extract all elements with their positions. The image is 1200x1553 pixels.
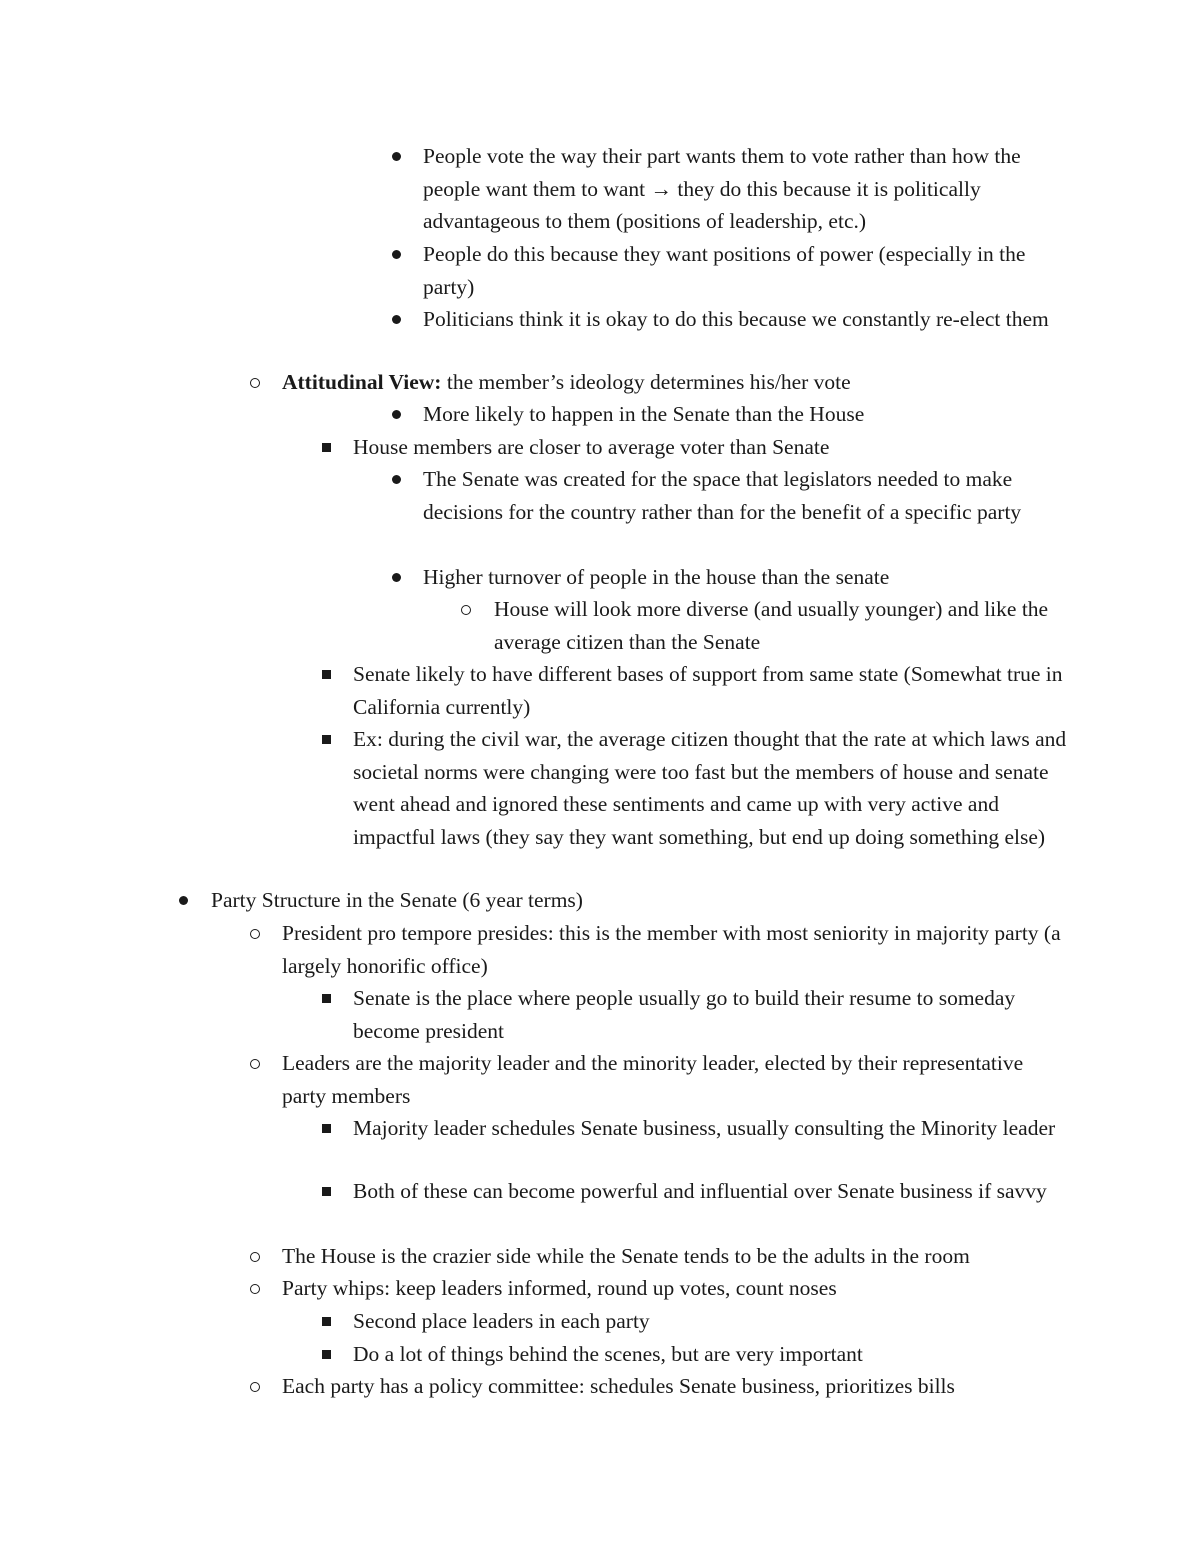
list-item-text: The House is the crazier side while the Senate tends to be the adults in the room <box>282 1244 970 1268</box>
list-item <box>316 658 1070 723</box>
list-item-text: Party Structure in the Senate (6 year terms) <box>211 888 583 912</box>
list-item-text: The Senate was created for the space that legislators needed to make decisions for the country rather than for the benefit of a specific party <box>423 467 1022 524</box>
bullet-square-icon <box>316 1338 336 1371</box>
list-item-text: Ex: during the civil war, the average citizen thought that the rate at which laws and societal norms were changing were too fast but the members of house and senate went ahead and ignored these sentiments and came up with very active and impactful laws (they say they want something, but end up doing something else) <box>353 727 1067 849</box>
list-item-text: Politicians think it is okay to do this because we constantly re-elect them <box>423 307 1049 331</box>
list-item <box>316 982 1070 1047</box>
list-item <box>316 1112 1070 1145</box>
list-item <box>388 463 1070 528</box>
bullet-circle-icon <box>245 1047 265 1080</box>
bullet-disc-icon <box>386 238 406 271</box>
bullet-circle-icon <box>245 917 265 950</box>
bullet-circle-icon <box>245 1240 265 1273</box>
list-item <box>245 1370 1070 1403</box>
list-item <box>388 140 1070 238</box>
list-item <box>245 366 1070 399</box>
list-item-text: Senate likely to have different bases of support from same state (Somewhat true in California currently) <box>353 662 1063 719</box>
bullet-disc-icon <box>386 140 406 173</box>
bullet-circle-icon <box>245 1370 265 1403</box>
list-item-text: People vote the way their part wants them to vote rather than how the people want them to want → they do this because it is politically advantageous to them (positions of leadership, etc.) <box>423 144 1021 233</box>
list-item <box>316 1175 1070 1208</box>
list-item-text: People do this because they want positions of power (especially in the party) <box>423 242 1026 299</box>
list-item <box>388 303 1070 336</box>
bullet-square-icon <box>316 1305 336 1338</box>
list-item <box>245 1272 1070 1305</box>
bullet-circle-icon <box>245 366 265 399</box>
list-item-text: Leaders are the majority leader and the minority leader, elected by their representative party members <box>282 1051 1024 1108</box>
bullet-disc-icon <box>386 561 406 594</box>
list-item <box>388 238 1070 303</box>
bullet-square-icon <box>316 982 336 1015</box>
list-item <box>316 723 1070 853</box>
list-item <box>245 1047 1070 1112</box>
list-item-text: Each party has a policy committee: schedules Senate business, prioritizes bills <box>282 1374 955 1398</box>
list-item-text: Higher turnover of people in the house than the senate <box>423 565 890 589</box>
bullet-circle-icon <box>245 1272 265 1305</box>
list-item-text: House will look more diverse (and usually younger) and like the average citizen than the Senate <box>494 597 1049 654</box>
bullet-square-icon <box>316 431 336 464</box>
bullet-disc-icon <box>386 398 406 431</box>
list-item-text: the member’s ideology determines his/her vote <box>441 370 851 394</box>
list-item <box>245 1240 1070 1273</box>
list-item <box>316 1305 1070 1338</box>
bullet-square-icon <box>316 1112 336 1145</box>
list-item-text: Second place leaders in each party <box>353 1309 650 1333</box>
list-item <box>456 593 1070 658</box>
bullet-square-icon <box>316 1175 336 1208</box>
list-item <box>173 884 1070 917</box>
list-item-text: Both of these can become powerful and influential over Senate business if savvy <box>353 1179 1047 1203</box>
bullet-disc-icon <box>386 303 406 336</box>
bullet-square-icon <box>316 723 336 756</box>
list-item-text: Party whips: keep leaders informed, round up votes, count noses <box>282 1276 837 1300</box>
bullet-square-icon <box>316 658 336 691</box>
term-label: Attitudinal View: <box>282 370 442 394</box>
list-item <box>316 431 1070 464</box>
bullet-circle-icon <box>456 593 476 626</box>
list-item-text: House members are closer to average voter than Senate <box>353 435 830 459</box>
list-item-text: Senate is the place where people usually go to build their resume to someday become president <box>353 986 1016 1043</box>
list-item-text: President pro tempore presides: this is the member with most seniority in majority party (a largely honorific office) <box>282 921 1061 978</box>
list-item <box>388 561 1070 594</box>
list-item <box>316 1338 1070 1371</box>
bullet-disc-icon <box>173 884 193 917</box>
list-item <box>388 398 1070 431</box>
bullet-disc-icon <box>386 463 406 496</box>
list-item-text: Do a lot of things behind the scenes, but are very important <box>353 1342 863 1366</box>
list-item-text: Majority leader schedules Senate business, usually consulting the Minority leader <box>353 1116 1056 1140</box>
list-item <box>245 917 1070 982</box>
list-item-text: More likely to happen in the Senate than the House <box>423 402 865 426</box>
